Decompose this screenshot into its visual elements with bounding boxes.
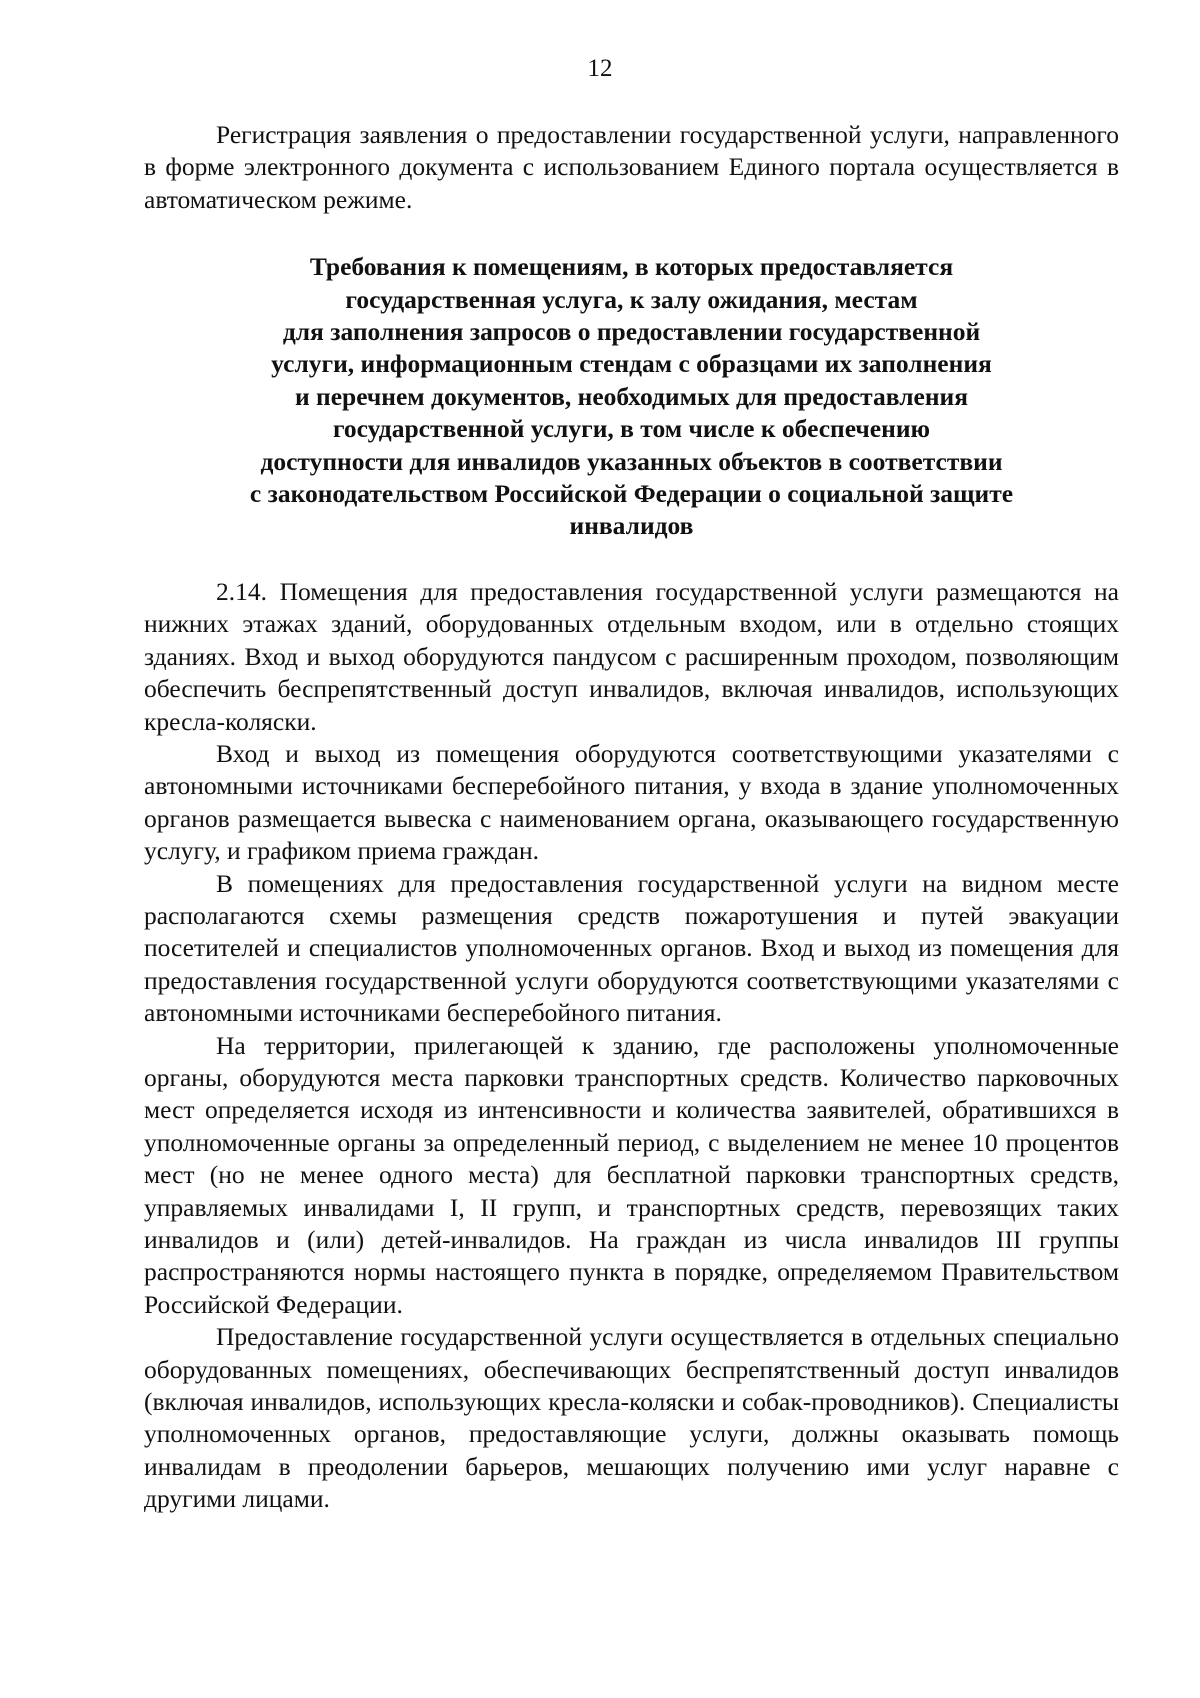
section-heading-line: с законодательством Российской Федерации о социальной защите — [249, 479, 1014, 509]
section-heading-line: для заполнения запросов о предоставлении государственной — [282, 317, 981, 347]
page-number: 12 — [587, 55, 613, 82]
section-heading-line: и перечнем документов, необходимых для предоставления — [294, 381, 969, 411]
section-heading-line: инвалидов — [569, 511, 694, 541]
section-heading-line: государственная услуга, к залу ожидания, местам — [345, 284, 918, 314]
section-heading-line: государственной услуги, в том числе к обеспечению — [332, 414, 930, 444]
section-heading-line: Требования к помещениям, в которых предоставляется — [309, 252, 954, 282]
body-paragraph: 2.14. Помещения для предоставления государственной услуги размещаются на нижних этажах зданий, оборудованных отдельным входом, или в отдельно стоящих зданиях. Вход и выход оборудуются пандусом с расширенным проходом, позволяющим обеспечить беспрепятственный доступ инвалидов, включая инвалидов, использующих кресла-коляски. — [144, 576, 1119, 736]
body-paragraph: В помещениях для предоставления государственной услуги на видном месте располагаются схемы размещения средств пожаротушения и путей эвакуации посетителей и специалистов уполномоченных органов. Вход и выход из помещения для предоставления государственной услуги оборудуются соответствующими указателями с автономными источниками бесперебойного питания. — [144, 868, 1119, 1028]
page-content — [144, 119, 1119, 1516]
body-paragraph: На территории, прилегающей к зданию, где расположены уполномоченные органы, оборудуются места парковки транспортных средств. Количество парковочных мест определяется исходя из интенсивности и количества заявителей, обратившихся в уполномоченные органы за определенный период, с выделением не менее 10 процентов мест (но не менее одного места) для бесплатной парковки транспортных средств, управляемых инвалидами I, II групп, и транспортных средств, перевозящих таких инвалидов и (или) детей-инвалидов. На граждан из числа инвалидов III группы распространяются нормы настоящего пункта в порядке, определяемом Правительством Российской Федерации. — [144, 1030, 1119, 1319]
section-heading-line: услуги, информационным стендам с образцами их заполнения — [271, 349, 992, 379]
body-paragraph: Вход и выход из помещения оборудуются соответствующими указателями с автономными источниками бесперебойного питания, у входа в здание уполномоченных органов размещается вывеска с наименованием органа, оказывающего государственную услугу, и графиком приема граждан. — [144, 738, 1119, 866]
section-heading-line: доступности для инвалидов указанных объектов в соответствии — [260, 446, 1003, 476]
section-heading — [144, 251, 1119, 543]
body-paragraph: Предоставление государственной услуги осуществляется в отдельных специально оборудованных помещениях, обеспечивающих беспрепятственный доступ инвалидов (включая инвалидов, использующих кресла-коляски и собак-проводников). Специалисты уполномоченных органов, предоставляющие услуги, должны оказывать помощь инвалидам в преодолении барьеров, мешающих получению ими услуг наравне с другими лицами. — [144, 1322, 1119, 1514]
intro-paragraph: Регистрация заявления о предоставлении государственной услуги, направленного в форме электронного документа с использованием Единого портала осуществляется в автоматическом режиме. — [144, 120, 1119, 214]
